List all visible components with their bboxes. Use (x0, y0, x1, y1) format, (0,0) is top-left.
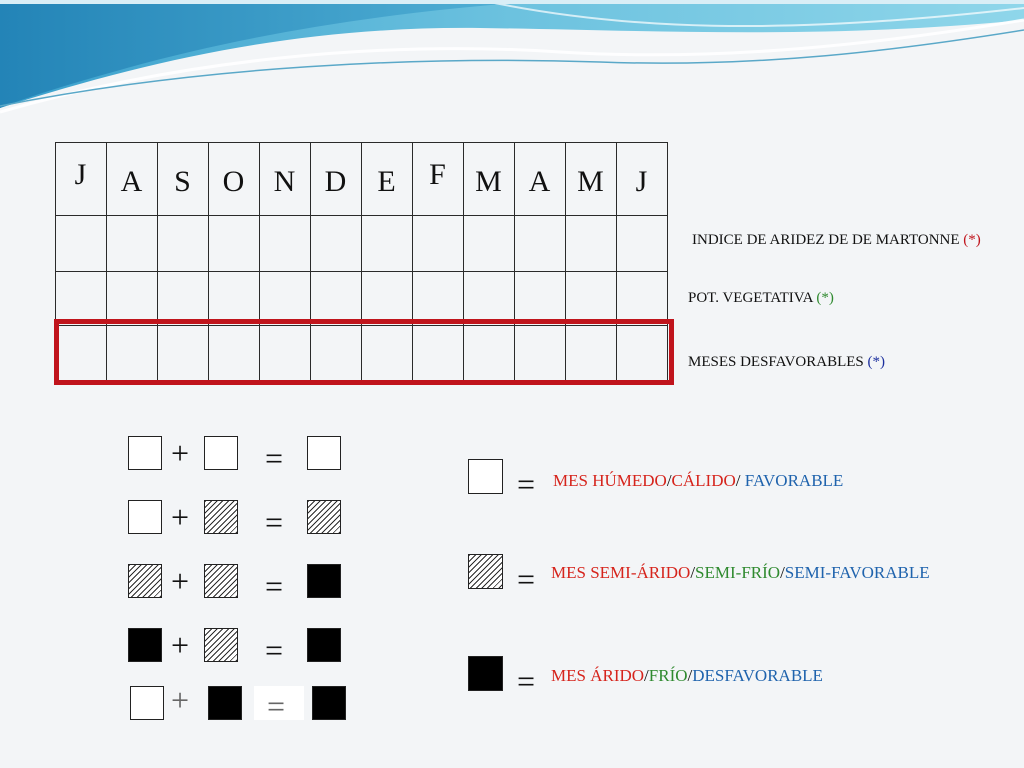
rule-3-result (307, 564, 341, 598)
month-label: J (635, 165, 648, 198)
legend-hatched-square (468, 554, 503, 589)
rule-1-operand-b (204, 436, 238, 470)
table-cell (106, 215, 158, 272)
equals-sign: = (264, 568, 284, 604)
legend-separator: / (690, 563, 696, 582)
equals-sign: = (516, 663, 536, 699)
month-label: E (377, 165, 396, 198)
month-label: F (429, 158, 446, 191)
legend-separator: / (687, 666, 693, 685)
month-label: J (74, 158, 87, 191)
month-label: A (120, 165, 143, 198)
equals-sign: = (264, 632, 284, 668)
rule-3-operand-b (204, 564, 238, 598)
legend-separator: / (735, 471, 741, 490)
table-cell (157, 271, 209, 326)
table-cell (514, 271, 566, 326)
table-cell (157, 215, 209, 272)
row-label-unfavorable-months (688, 354, 885, 371)
rule-4-operand-b (204, 628, 238, 662)
month-label: M (577, 165, 604, 198)
table-cell (463, 215, 515, 272)
row-label-note: (*) (867, 354, 885, 370)
legend-empty-square (468, 459, 503, 494)
table-cell (310, 271, 362, 326)
legend-solid-square (468, 656, 503, 691)
month-label: M (475, 165, 502, 198)
rule-2-operand-a (128, 500, 162, 534)
rule-5-result (312, 686, 346, 720)
rule-2-operand-b (204, 500, 238, 534)
table-cell (616, 215, 668, 272)
legend-separator: / (666, 471, 672, 490)
table-cell (361, 215, 413, 272)
month-label: S (174, 165, 191, 198)
legend-unfavorable-term: DESFAVORABLE (692, 666, 823, 685)
table-cell (412, 271, 464, 326)
month-label: N (273, 165, 296, 198)
table-cell (514, 215, 566, 272)
table-cell (412, 215, 464, 272)
row-label-note: (*) (816, 290, 834, 306)
legend-separator: / (644, 666, 649, 685)
table-cell (208, 215, 260, 272)
table-cell (259, 215, 311, 272)
legend-cold-term: FRÍO (648, 666, 688, 685)
row-label-text: INDICE DE ARIDEZ DE DE MARTONNE (692, 232, 964, 248)
equals-sign: = (516, 561, 536, 597)
equals-sign: = (264, 440, 284, 476)
table-cell (55, 215, 107, 272)
row-label-text: MESES DESFAVORABLES (688, 354, 868, 370)
rule-5-operand-a (130, 686, 164, 720)
equals-sign: = (266, 688, 286, 724)
table-cell (616, 271, 668, 326)
table-cell (463, 271, 515, 326)
legend-warm-term: CÁLIDO (671, 471, 736, 490)
table-cell (55, 271, 107, 326)
equals-sign: = (516, 466, 536, 502)
legend-semi-cold-term: SEMI-FRÍO (695, 563, 781, 582)
month-label: A (528, 165, 551, 198)
table-cell (565, 215, 617, 272)
rule-1-result (307, 436, 341, 470)
month-label: D (324, 165, 347, 198)
rule-4-operand-a (128, 628, 162, 662)
table-cell (259, 271, 311, 326)
legend-semi-label (551, 563, 930, 583)
legend-arid-term: MES ÁRIDO (551, 666, 645, 685)
plus-sign: + (170, 627, 190, 663)
rule-3-operand-a (128, 564, 162, 598)
month-label: O (222, 165, 245, 198)
rule-5-operand-b (208, 686, 242, 720)
unfavorable-months-highlight (54, 319, 674, 385)
legend-humid-term: MES HÚMEDO (553, 471, 667, 490)
header-wave-decoration (0, 0, 1024, 130)
legend-separator: / (780, 563, 785, 582)
row-label-aridity-index (692, 232, 981, 249)
row-label-text: POT. VEGETATIVA (688, 290, 817, 306)
table-cell (310, 215, 362, 272)
rule-1-operand-a (128, 436, 162, 470)
equals-sign: = (264, 504, 284, 540)
table-cell (106, 271, 158, 326)
plus-sign: + (170, 499, 190, 535)
table-cell (361, 271, 413, 326)
plus-sign: + (170, 435, 190, 471)
legend-semi-arid-term: MES SEMI-ÁRIDO (551, 563, 691, 582)
legend-semi-favorable-term: SEMI-FAVORABLE (784, 563, 930, 582)
rule-2-result (307, 500, 341, 534)
row-label-vegetative-potential (688, 290, 834, 307)
table-cell (208, 271, 260, 326)
legend-favorable-term: FAVORABLE (740, 471, 844, 490)
row-label-note: (*) (963, 232, 981, 248)
table-cell (565, 271, 617, 326)
rule-4-result (307, 628, 341, 662)
legend-arid-label (551, 666, 823, 686)
plus-sign: + (170, 682, 190, 718)
plus-sign: + (170, 563, 190, 599)
legend-humid-label (553, 471, 843, 491)
